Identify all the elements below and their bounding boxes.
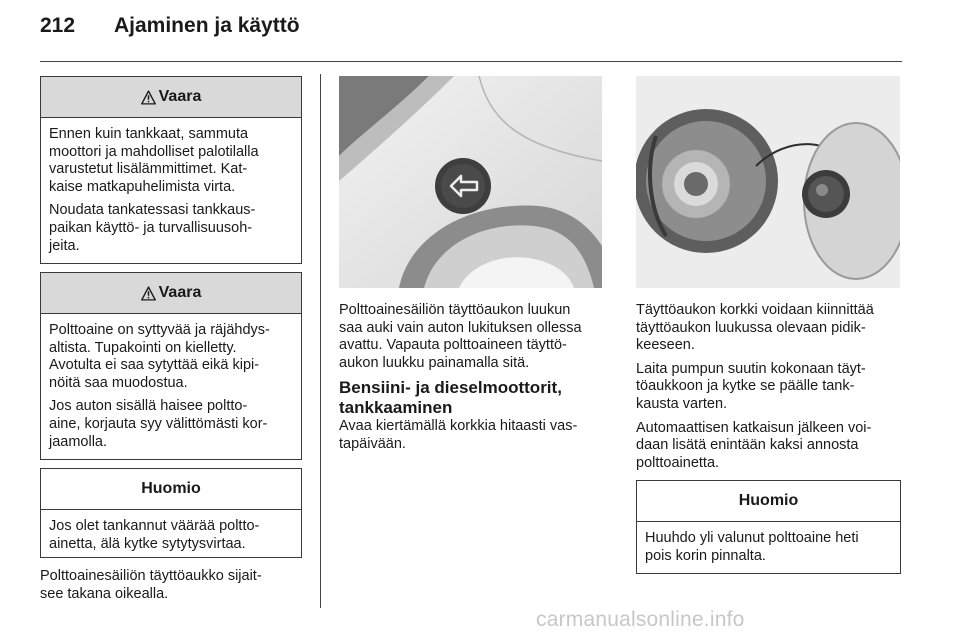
column3-text bbox=[636, 302, 906, 478]
warning-box-body bbox=[41, 314, 301, 463]
warning-box-header bbox=[41, 273, 301, 314]
note-box-1 bbox=[40, 468, 302, 558]
body-paragraph: Polttoainesäiliön täyttöaukko sijait- see takana oikealla. bbox=[40, 568, 262, 602]
body-paragraph: Automaattisen katkaisun jälkeen voi- daan lisätä enintään kaksi annosta polttoainetta. bbox=[636, 419, 872, 471]
body-paragraph: Polttoainesäiliön täyttöaukon luukun saa auki vain auton lukituksen ollessa avattu. Vapauta polttoaineen täyttö- aukon luukku painamalla sitä. bbox=[339, 302, 582, 371]
warning-triangle-icon bbox=[141, 90, 156, 105]
warning-paragraph: Polttoaine on syttyvää ja räjähdys- altista. Tupakointi on kielletty. Avotulta ei saa sytyttää eikä kipi- nöitä saa muodostua. bbox=[49, 322, 270, 391]
note-text: Huuhdo yli valunut polttoaine heti pois korin pinnalta. bbox=[645, 530, 859, 564]
note-box-header: Huomio bbox=[637, 481, 900, 522]
warning-paragraph: Noudata tankatessasi tankkaus- paikan käyttö- ja turvallisuusoh- jeita. bbox=[49, 202, 256, 254]
subheading: Bensiini- ja dieselmoottorit, tankkaaminen bbox=[339, 378, 562, 418]
body-paragraph: Avaa kiertämällä korkkia hitaasti vas- tapäivään. bbox=[339, 418, 578, 452]
column2-text bbox=[339, 302, 609, 460]
note-text: Jos olet tankannut väärää poltto- ainetta, älä kytke sytytysvirtaa. bbox=[49, 518, 260, 552]
body-paragraph: Täyttöaukon korkki voidaan kiinnittää täyttöaukon luukussa olevaan pidik- keeseen. bbox=[636, 302, 874, 354]
warning-box-body bbox=[41, 118, 301, 267]
warning-box-header bbox=[41, 77, 301, 118]
fuel-door-closed-illustration bbox=[339, 76, 602, 288]
page-number: 212 bbox=[40, 14, 76, 37]
header-rule bbox=[40, 61, 902, 62]
column-separator bbox=[320, 74, 321, 608]
warning-title: Vaara bbox=[158, 284, 202, 301]
note-box-2 bbox=[636, 480, 901, 574]
body-paragraph: Laita pumpun suutin kokonaan täyt- töaukkoon ja kytke se päälle tank- kausta varten. bbox=[636, 360, 866, 412]
warning-box-1 bbox=[40, 76, 302, 264]
warning-triangle-icon bbox=[141, 286, 156, 301]
note-box-header: Huomio bbox=[41, 469, 301, 510]
column1-paragraph bbox=[40, 568, 310, 609]
warning-paragraph: Jos auton sisällä haisee poltto- aine, korjauta syy välittömästi kor- jaamolla. bbox=[49, 398, 268, 450]
note-box-body bbox=[41, 510, 301, 565]
section-title: Ajaminen ja käyttö bbox=[114, 14, 300, 37]
fuel-cap-open-illustration bbox=[636, 76, 900, 288]
warning-paragraph: Ennen kuin tankkaat, sammuta moottori ja mahdolliset palotilalla varustetut lisälämmittimet. Kat- kaise matkapuhelimista virta. bbox=[49, 126, 259, 195]
fuel-cap-open-photo bbox=[636, 76, 900, 288]
warning-title: Vaara bbox=[158, 88, 202, 105]
warning-box-2 bbox=[40, 272, 302, 460]
watermark-text: carmanualsonline.info bbox=[536, 608, 745, 631]
note-box-body bbox=[637, 522, 900, 577]
fuel-door-closed-photo bbox=[339, 76, 602, 288]
